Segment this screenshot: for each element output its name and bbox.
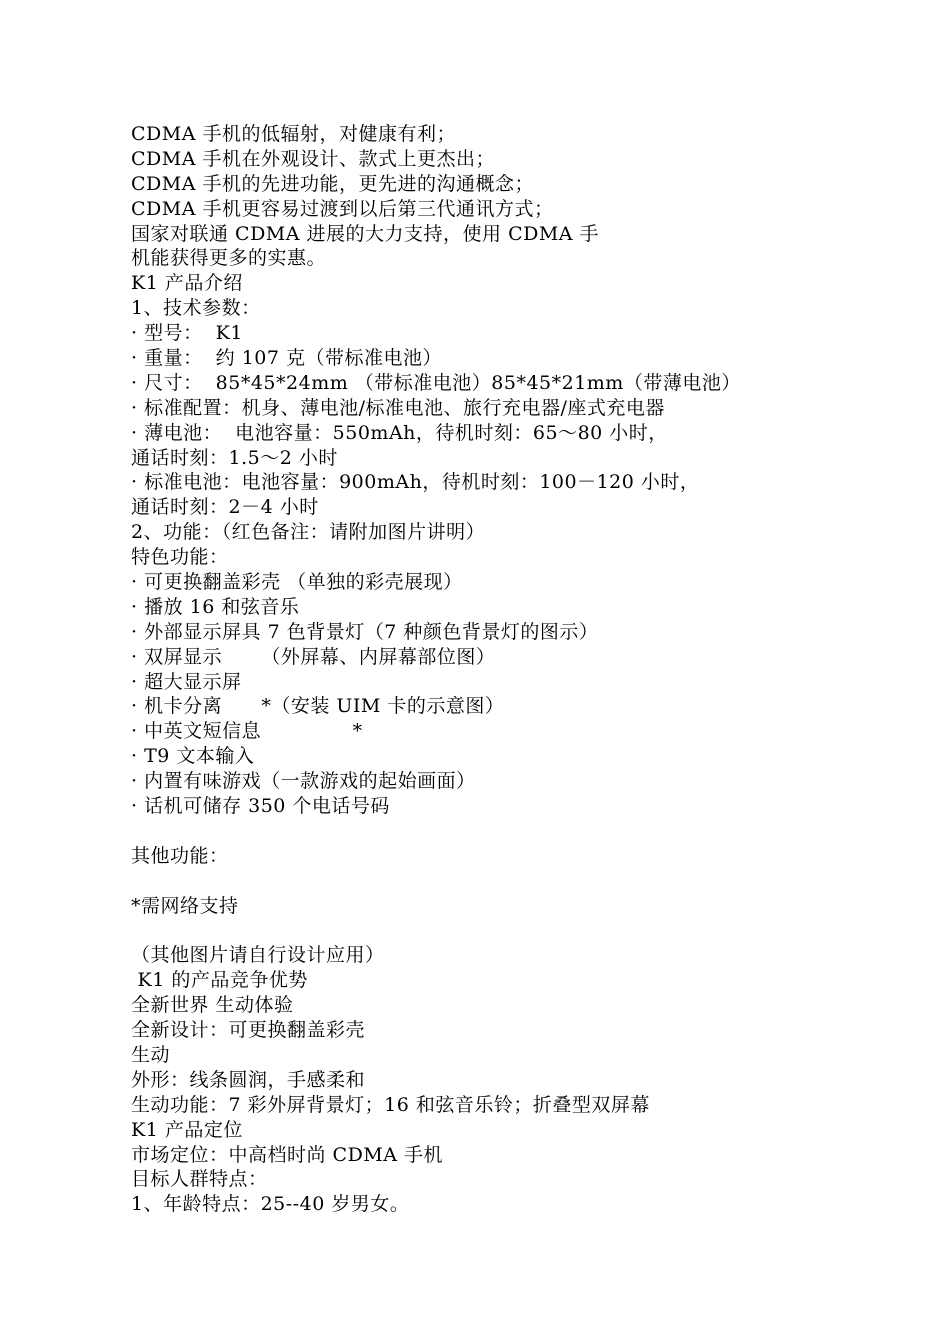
text-line: 2、功能：（红色备注：请附加图片讲明） [131, 521, 486, 544]
text-line: · 话机可储存 350 个电话号码 [131, 795, 390, 818]
text-line: · 超大显示屏 [131, 670, 242, 693]
text-line: · 播放 16 和弦音乐 [131, 595, 300, 618]
blank-line [131, 869, 891, 894]
text-line: 1、技术参数： [131, 297, 261, 320]
text-line: · 重量： 约 107 克（带标准电池） [131, 347, 443, 370]
text-line: （其他图片请自行设计应用） [131, 944, 385, 967]
text-line: *需网络支持 [131, 894, 239, 917]
blank-line [131, 819, 891, 844]
text-line: 生动 [131, 1043, 171, 1066]
text-line: K1 产品介绍 [131, 272, 243, 295]
text-line: CDMA 手机更容易过渡到以后第三代通讯方式； [131, 197, 554, 220]
text-line: CDMA 手机的先进功能，更先进的沟通概念； [131, 172, 534, 195]
text-line: 特色功能： [131, 546, 229, 569]
text-line: · 内置有味游戏（一款游戏的起始画面） [131, 770, 476, 793]
text-line: 机能获得更多的实惠。 [131, 247, 327, 270]
document-body [131, 122, 891, 1217]
text-line: 外形：线条圆润，手感柔和 [131, 1068, 366, 1091]
text-line: · 可更换翻盖彩壳 （单独的彩壳展现） [131, 571, 463, 594]
blank-line [131, 919, 891, 944]
text-line: 通话时刻：2－4 小时 [131, 496, 319, 519]
text-line: 通话时刻：1.5～2 小时 [131, 446, 338, 469]
text-line: · 机卡分离 *（安装 UIM 卡的示意图） [131, 695, 505, 718]
text-line: 生动功能：7 彩外屏背景灯；16 和弦音乐铃；折叠型双屏幕 [131, 1093, 650, 1116]
text-line: 其他功能： [131, 844, 229, 867]
text-line: 1、年龄特点：25--40 岁男女。 [131, 1193, 410, 1216]
text-line: CDMA 手机的低辐射，对健康有利； [131, 123, 456, 145]
text-line: K1 产品定位 [131, 1118, 243, 1141]
text-line: · 双屏显示 （外屏幕、内屏幕部位图） [131, 645, 496, 668]
text-line: 市场定位：中高档时尚 CDMA 手机 [131, 1143, 444, 1166]
text-line: 国家对联通 CDMA 进展的大力支持，使用 CDMA 手 [131, 222, 600, 245]
text-line: · T9 文本输入 [131, 745, 255, 768]
text-line: · 型号： K1 [131, 322, 243, 345]
text-line: CDMA 手机在外观设计、款式上更杰出； [131, 147, 495, 170]
text-line: · 中英文短信息 * [131, 720, 363, 743]
text-line: K1 的产品竞争优势 [131, 969, 308, 992]
text-line: · 尺寸： 85*45*24mm （带标准电池）85*45*21mm（带薄电池） [131, 371, 741, 394]
text-line: · 标准电池：电池容量：900mAh，待机时刻：100－120 小时， [131, 471, 700, 494]
text-line: · 标准配置：机身、薄电池/标准电池、旅行充电器/座式充电器 [131, 396, 665, 419]
text-line: · 薄电池： 电池容量：550mAh，待机时刻：65～80 小时， [131, 421, 668, 444]
text-line: · 外部显示屏具 7 色背景灯（7 种颜色背景灯的图示） [131, 620, 599, 643]
text-line: 目标人群特点： [131, 1168, 268, 1191]
text-line: 全新世界 生动体验 [131, 994, 294, 1017]
text-line: 全新设计：可更换翻盖彩壳 [131, 1019, 366, 1042]
